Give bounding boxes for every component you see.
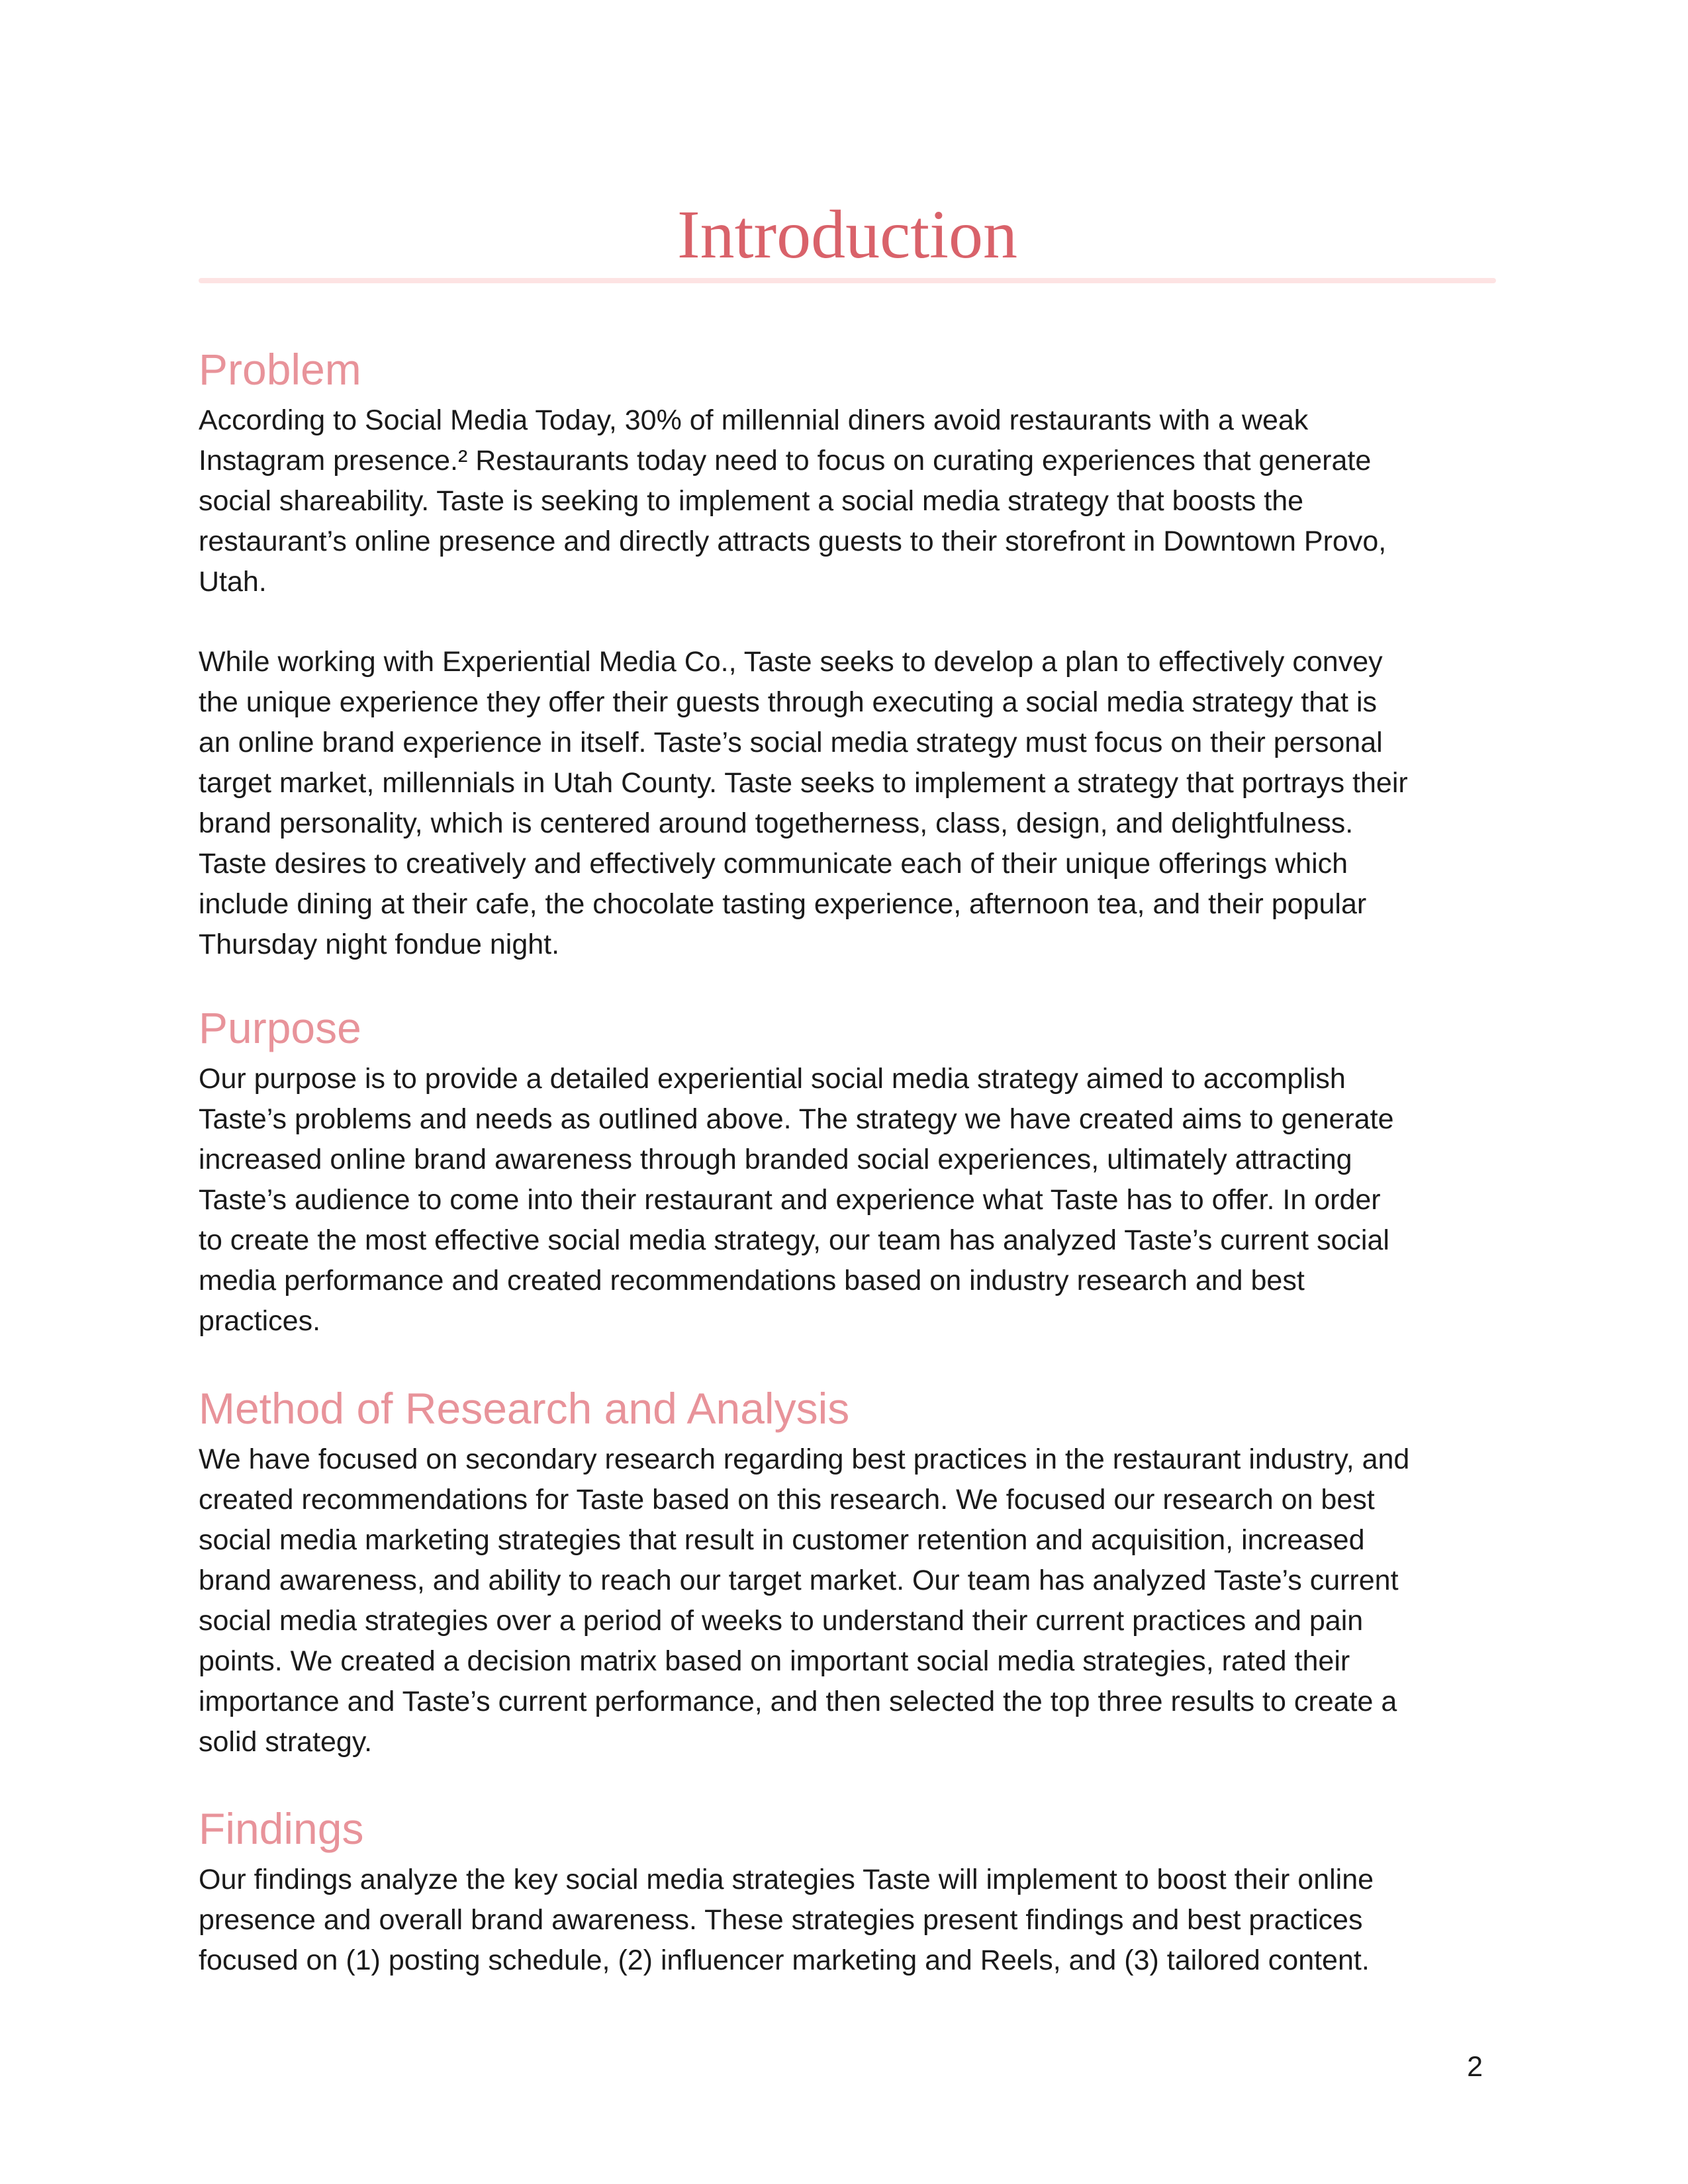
text-line: to create the most effective social media strategy, our team has analyzed Taste’s current social [199,1224,1389,1256]
text-line: We have focused on secondary research regarding best practices in the restaurant industry, and [199,1443,1410,1475]
text-line: an online brand experience in itself. Taste’s social media strategy must focus on their personal [199,727,1383,758]
text-line: increased online brand awareness through branded social experiences, ultimately attracting [199,1144,1352,1175]
text-line: While working with Experiential Media Co., Taste seeks to develop a plan to effectively convey [199,646,1383,678]
text-line: created recommendations for Taste based on this research. We focused our research on best [199,1484,1375,1516]
text-line: brand awareness, and ability to reach our target market. Our team has analyzed Taste’s current [199,1565,1399,1596]
findings-paragraph [199,1860,1503,1981]
method-paragraph [199,1439,1503,1762]
document-page [199,0,1496,2184]
page-title: Introduction [677,197,1018,273]
text-line: social shareability. Taste is seeking to implement a social media strategy that boosts the [199,485,1304,517]
page-number: 2 [1467,2051,1483,2083]
text-line: Our findings analyze the key social media strategies Taste will implement to boost their online [199,1864,1374,1895]
text-line: Our purpose is to provide a detailed experiential social media strategy aimed to accomplish [199,1063,1346,1095]
text-line: Taste’s audience to come into their restaurant and experience what Taste has to offer. In order [199,1184,1381,1216]
text-line: restaurant’s online presence and directly attracts guests to their storefront in Downtown Provo, [199,525,1387,557]
text-line: Instagram presence.² Restaurants today need to focus on curating experiences that generate [199,445,1372,477]
text-line: presence and overall brand awareness. These strategies present findings and best practices [199,1904,1363,1936]
text-line: points. We created a decision matrix based on important social media strategies, rated their [199,1645,1350,1677]
text-line: focused on (1) posting schedule, (2) influencer marketing and Reels, and (3) tailored content. [199,1944,1370,1976]
text-line: importance and Taste’s current performance, and then selected the top three results to create a [199,1686,1397,1717]
text-line: media performance and created recommendations based on industry research and best [199,1265,1305,1297]
text-line: Thursday night fondue night. [199,929,560,960]
title-divider [199,278,1496,283]
problem-paragraph-2 [199,642,1503,965]
text-line: social media strategies over a period of weeks to understand their current practices and pain [199,1605,1364,1637]
text-line: the unique experience they offer their guests through executing a social media strategy that is [199,686,1378,718]
purpose-paragraph [199,1059,1503,1342]
text-line: practices. [199,1305,321,1337]
text-line: target market, millennials in Utah County. Taste seeks to implement a strategy that portrays their [199,767,1408,799]
findings-heading: Findings [199,1804,364,1853]
purpose-heading: Purpose [199,1003,361,1052]
text-line: Utah. [199,566,267,598]
text-line: Taste desires to creatively and effectively communicate each of their unique offerings which [199,848,1348,880]
text-line: solid strategy. [199,1726,373,1758]
text-line: include dining at their cafe, the chocolate tasting experience, afternoon tea, and their popular [199,888,1367,920]
method-heading: Method of Research and Analysis [199,1384,850,1433]
text-line: According to Social Media Today, 30% of millennial diners avoid restaurants with a weak [199,404,1309,436]
text-line: brand personality, which is centered around togetherness, class, design, and delightfulness. [199,807,1354,839]
text-line: Taste’s problems and needs as outlined above. The strategy we have created aims to generate [199,1103,1394,1135]
text-line: social media marketing strategies that result in customer retention and acquisition, increased [199,1524,1365,1556]
problem-heading: Problem [199,345,361,394]
problem-paragraph-1 [199,400,1503,602]
